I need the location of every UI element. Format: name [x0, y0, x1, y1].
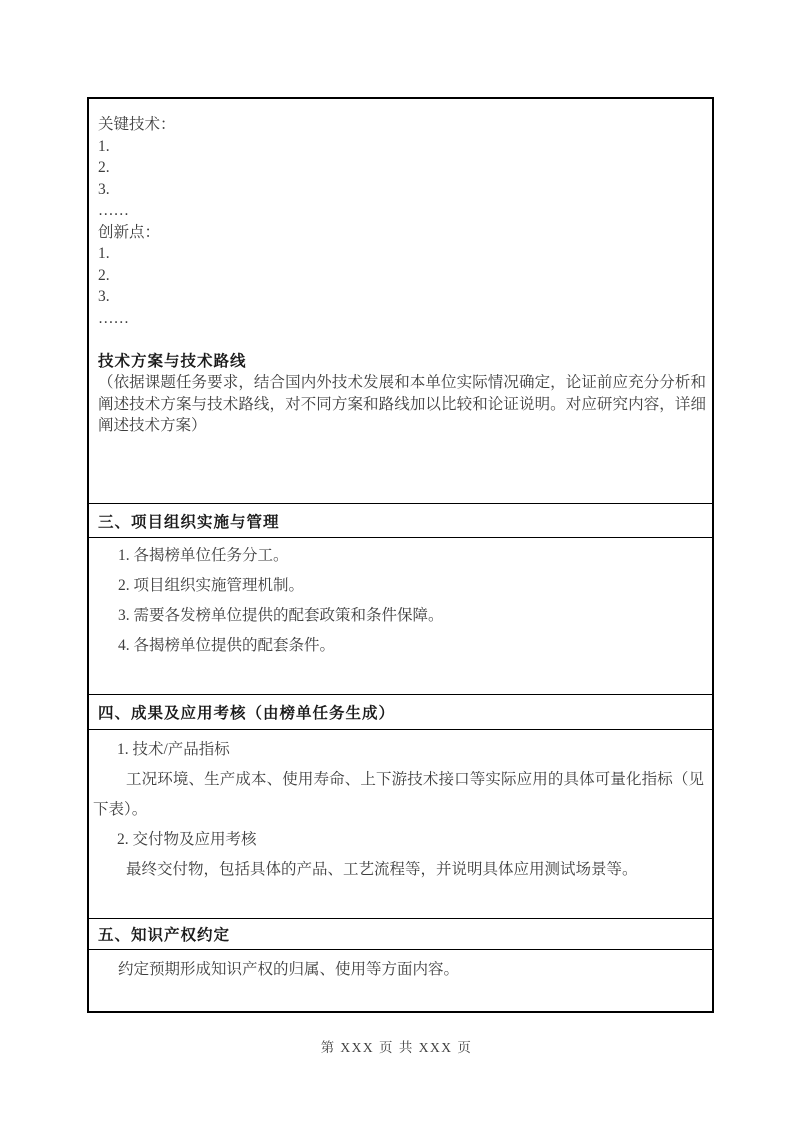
page-footer [0, 1036, 793, 1056]
page-number-text: 第 XXX 页 共 XXX 页 [320, 1040, 473, 1055]
section-header-ip [89, 918, 712, 949]
results-item-body: 最终交付物，包括具体的产品、工艺流程等，并说明具体应用测试场景等。 [126, 861, 638, 878]
spacer [98, 329, 706, 351]
ip-body-text: 约定预期形成知识产权的归属、使用等方面内容。 [118, 961, 460, 978]
org-item: 2. 项目组织实施管理机制。 [118, 577, 305, 594]
section-header-organization [89, 503, 712, 537]
tech-route-note: （依据课题任务要求，结合国内外技术发展和本单位实际情况确定，论证前应充分分析和阐述技术方案与技术路线，对不同方案和路线加以比较和论证说明。对应研究内容，详细阐述技术方案） [98, 374, 706, 434]
org-item: 1. 各揭榜单位任务分工。 [118, 547, 289, 564]
org-item: 4. 各揭榜单位提供的配套条件。 [118, 637, 336, 654]
innovation-ellipsis: …… [98, 309, 129, 327]
results-item-title: 1. 技术/产品指标 [117, 741, 230, 758]
section-title: 四、成果及应用考核（由榜单任务生成） [98, 705, 396, 722]
results-item-body: 工况环境、生产成本、使用寿命、上下游技术接口等实际应用的具体可量化指标（见下表）。 [93, 771, 704, 818]
research-content-cell [89, 99, 712, 503]
org-item: 3. 需要各发榜单位提供的配套政策和条件保障。 [118, 607, 444, 624]
key-tech-label: 关键技术： [98, 116, 176, 133]
key-tech-item: 1. [98, 137, 110, 155]
section-body-organization [89, 537, 712, 694]
proposal-form-table [87, 97, 714, 1013]
innovation-item: 2. [98, 266, 110, 284]
section-body-results [89, 729, 712, 918]
key-tech-item: 2. [98, 159, 110, 176]
innovation-item: 3. [98, 288, 110, 305]
section-header-results [89, 694, 712, 729]
results-item-title: 2. 交付物及应用考核 [117, 831, 257, 848]
innovation-item: 1. [98, 245, 110, 262]
key-tech-ellipsis: …… [98, 202, 129, 219]
key-tech-item: 3. [98, 180, 110, 198]
section-title: 三、项目组织实施与管理 [98, 513, 280, 531]
tech-route-title: 技术方案与技术路线 [98, 352, 247, 370]
innovation-label: 创新点： [98, 223, 161, 241]
section-title: 五、知识产权约定 [98, 927, 231, 944]
section-body-ip [89, 949, 712, 1011]
